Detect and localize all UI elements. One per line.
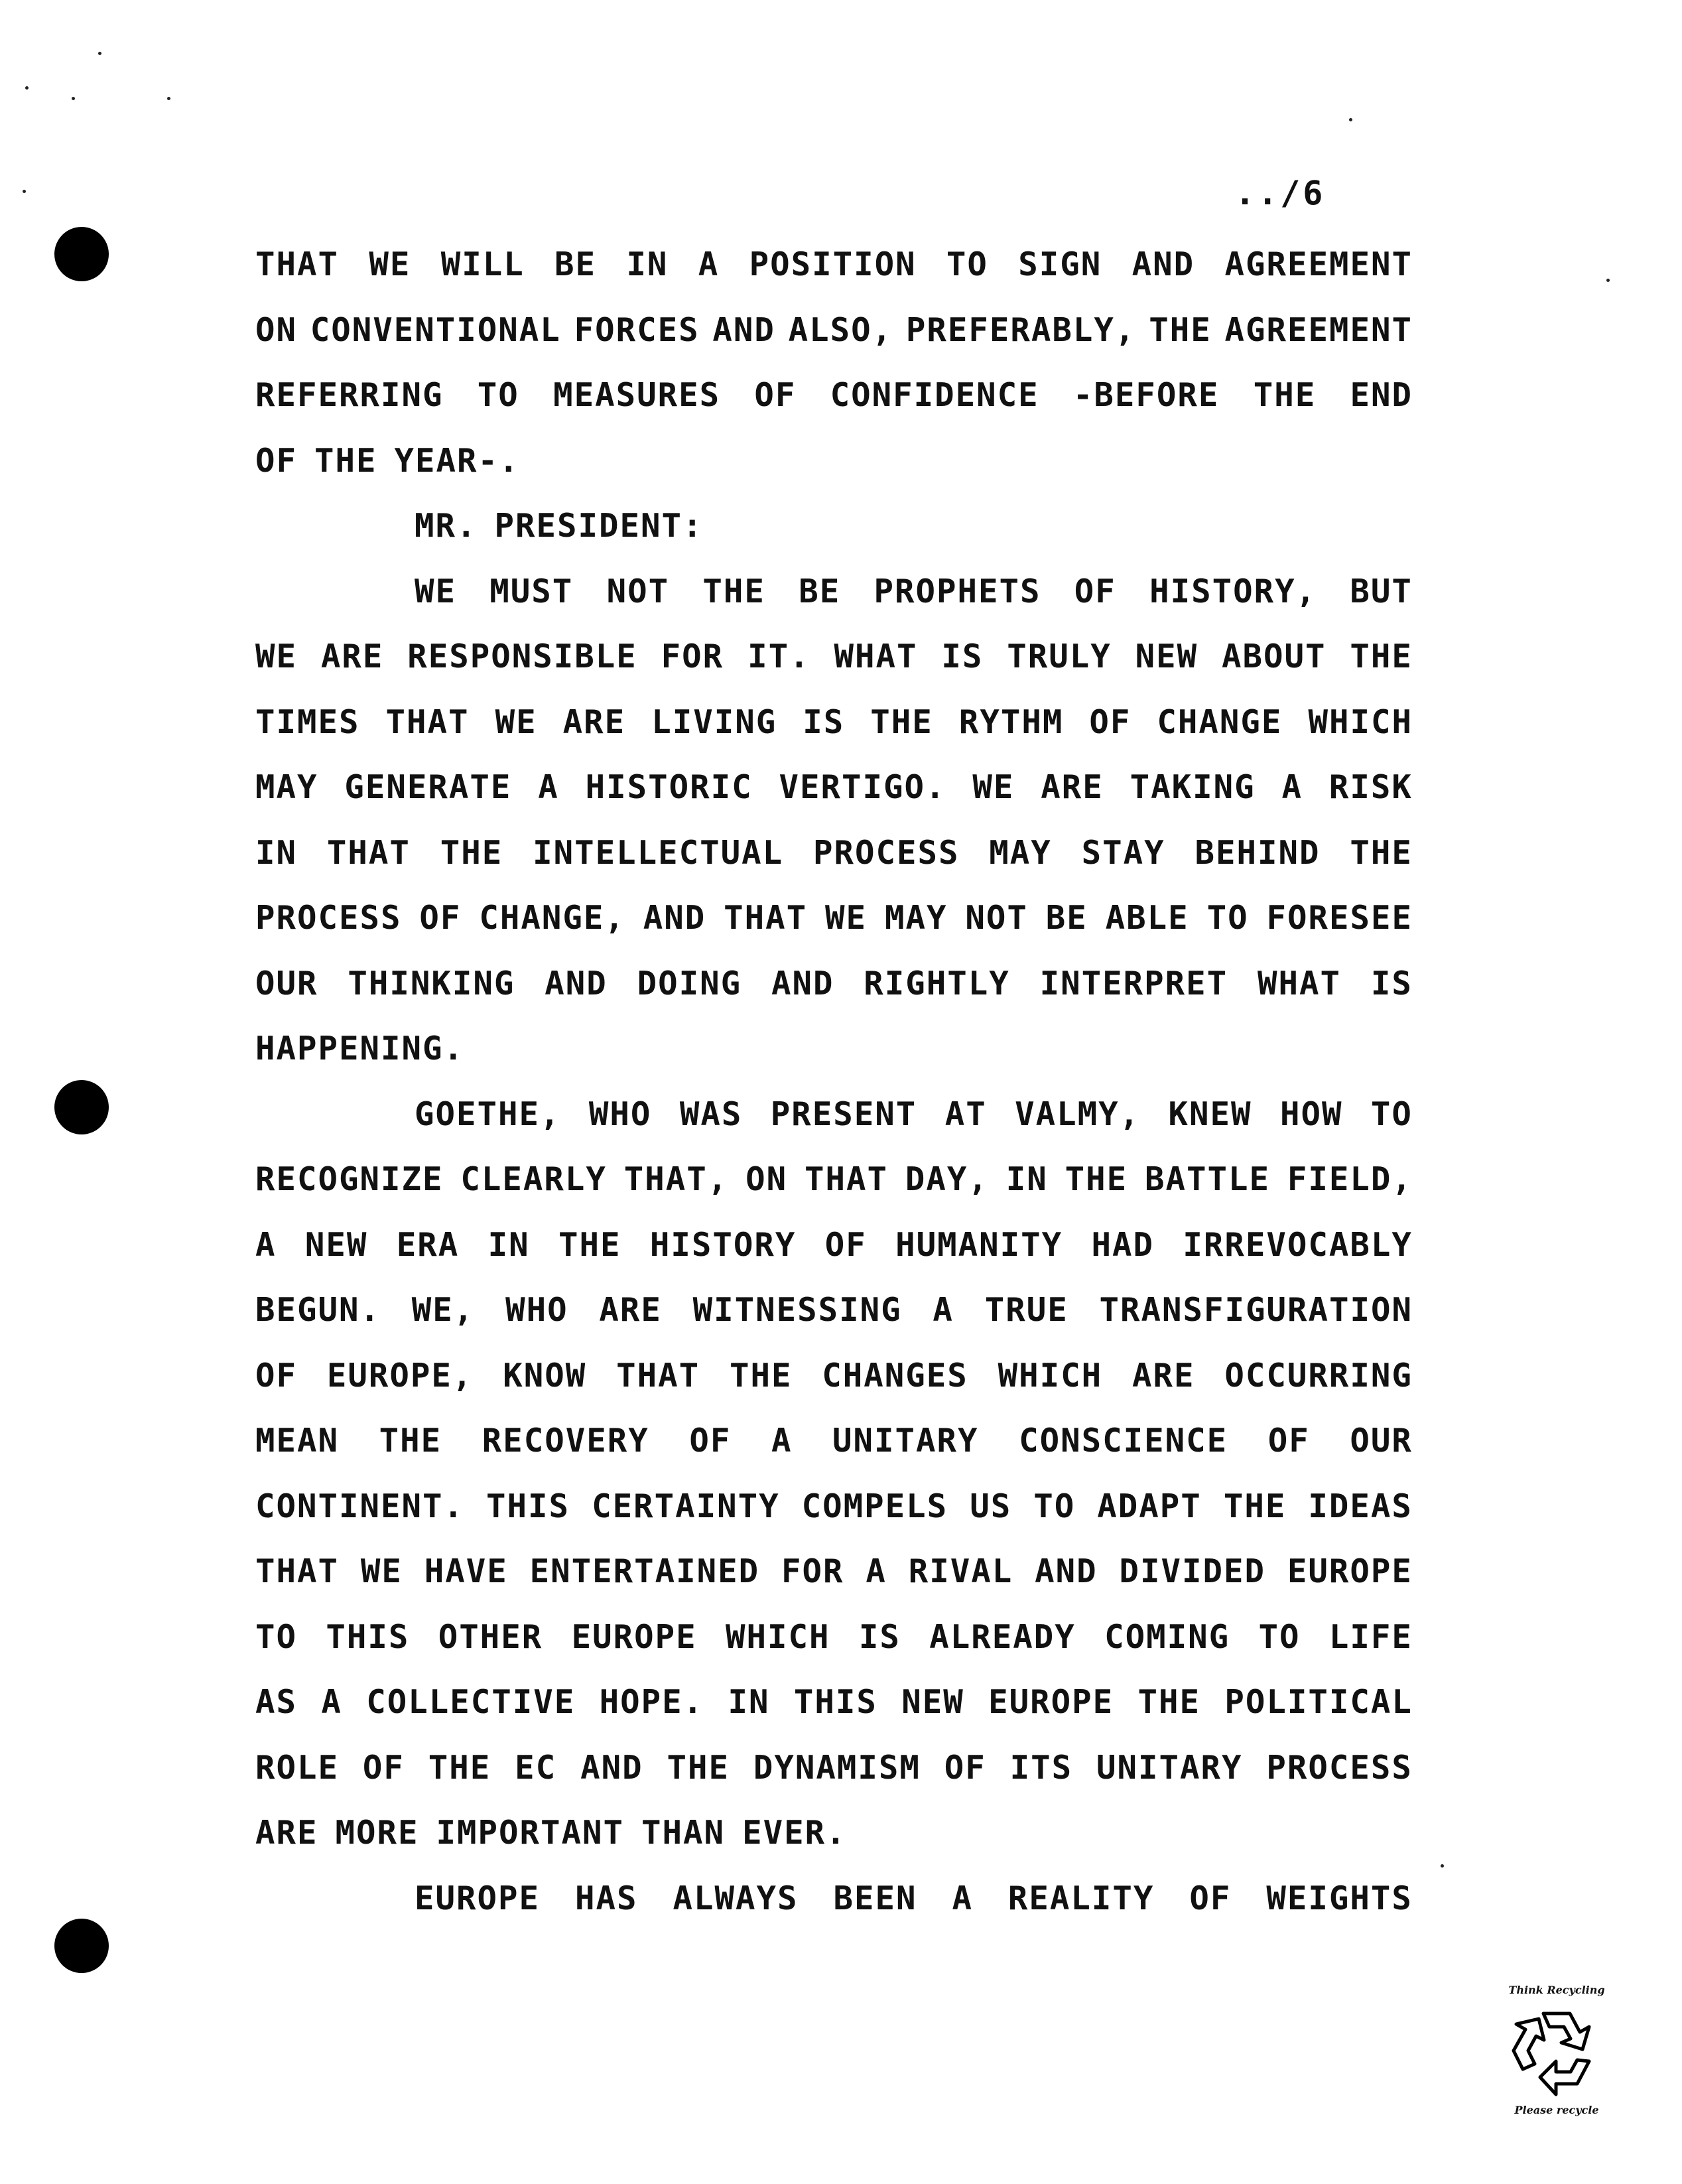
word: THAT xyxy=(724,899,808,937)
recycle-top-text: Think Recycling xyxy=(1508,1984,1605,1996)
word: BE xyxy=(1045,899,1088,937)
word: BE xyxy=(554,245,597,283)
word: OF xyxy=(824,1225,867,1264)
word: END xyxy=(1350,376,1413,414)
word: OF xyxy=(1089,703,1132,741)
word: WHICH xyxy=(726,1617,830,1656)
word: THIS xyxy=(793,1683,877,1721)
word: OF xyxy=(362,1748,405,1787)
word: FOR xyxy=(661,638,724,675)
scan-speck xyxy=(1441,1864,1444,1868)
word: THE xyxy=(1149,310,1212,349)
word: WE xyxy=(255,638,298,675)
word: A xyxy=(1281,768,1303,806)
word: WEIGHTS xyxy=(1266,1879,1413,1917)
word: A xyxy=(698,245,720,283)
punch-hole xyxy=(54,227,109,281)
word: DIVIDED xyxy=(1119,1552,1266,1590)
word: HAD xyxy=(1091,1225,1155,1264)
recycle-bottom-text: Please recycle xyxy=(1514,2104,1599,2116)
word: TO xyxy=(1033,1487,1076,1525)
text-line xyxy=(255,442,1413,508)
word: IS xyxy=(858,1617,901,1656)
word: OF xyxy=(1189,1879,1232,1917)
word: SIGN xyxy=(1018,245,1102,283)
word: COMING xyxy=(1104,1617,1230,1656)
word: PROCESS xyxy=(812,833,960,872)
word: THE xyxy=(1223,1487,1287,1525)
word: BE xyxy=(799,572,841,610)
word: THE xyxy=(558,1225,621,1264)
word: THE xyxy=(870,703,933,741)
word: MAY xyxy=(989,833,1052,872)
word: A xyxy=(538,768,559,806)
word: EUROPE, xyxy=(326,1356,474,1395)
text-line xyxy=(255,1422,1413,1487)
word: RYTHM xyxy=(958,703,1064,741)
word: A xyxy=(933,1291,954,1329)
word: PRESIDENT: xyxy=(494,507,704,545)
word: THE xyxy=(1350,638,1413,675)
word: POSITION xyxy=(749,245,917,283)
text-line xyxy=(255,507,1413,573)
word: TO xyxy=(477,376,519,414)
word: REFERRING xyxy=(255,376,444,414)
word: INTERPRET xyxy=(1039,964,1228,1002)
text-line xyxy=(255,573,1413,638)
word: TRUE xyxy=(984,1291,1068,1329)
word: WE xyxy=(415,572,457,610)
word: DYNAMISM xyxy=(753,1748,921,1787)
word: THAT xyxy=(805,1160,889,1198)
text-line xyxy=(255,1030,1413,1095)
word: IDEAS xyxy=(1308,1487,1413,1525)
word: HOW xyxy=(1279,1095,1343,1133)
word: OF xyxy=(1267,1422,1310,1460)
word: BEHIND xyxy=(1195,833,1321,872)
word: MEASURES xyxy=(553,376,721,414)
word: PROPHETS xyxy=(873,572,1041,610)
text-line xyxy=(255,965,1413,1030)
word: ERA xyxy=(396,1225,460,1264)
scan-speck xyxy=(1349,118,1352,121)
text-line xyxy=(255,1291,1413,1357)
word: TRULY xyxy=(1007,638,1112,675)
word: YEAR-. xyxy=(394,441,520,480)
word: RECOVERY xyxy=(482,1422,649,1460)
word: RIGHTLY xyxy=(864,964,1010,1002)
word: POLITICAL xyxy=(1224,1683,1413,1721)
word: BATTLE xyxy=(1145,1160,1271,1198)
word: ON xyxy=(255,310,298,349)
word: AND xyxy=(545,964,608,1002)
word: FOR xyxy=(781,1552,844,1590)
word: ABOUT xyxy=(1222,638,1326,675)
word: KNEW xyxy=(1168,1095,1252,1133)
word: THAT, xyxy=(623,1160,729,1198)
text-line xyxy=(255,1552,1413,1618)
word: CHANGES xyxy=(822,1356,968,1395)
word: OF xyxy=(689,1422,732,1460)
text-line xyxy=(255,376,1413,442)
word: WE xyxy=(369,245,411,283)
word: MAY xyxy=(884,899,948,937)
word: AND xyxy=(1132,245,1195,283)
word: TO xyxy=(1258,1617,1301,1656)
word: HAS xyxy=(574,1879,638,1917)
word: ALSO, xyxy=(788,310,893,349)
word: IN xyxy=(487,1225,530,1264)
word: REALITY xyxy=(1007,1879,1155,1917)
word: AT xyxy=(944,1095,987,1133)
word: OF xyxy=(754,376,797,414)
word: WHO xyxy=(505,1291,568,1329)
word: AND xyxy=(1035,1552,1098,1590)
word: ADAPT xyxy=(1097,1487,1202,1525)
word: LIFE xyxy=(1328,1617,1413,1656)
word: BEEN xyxy=(833,1879,917,1917)
word: WHAT xyxy=(1258,964,1342,1002)
word: PROCESS xyxy=(1266,1748,1413,1787)
word: THE xyxy=(428,1748,491,1787)
word: WHICH xyxy=(998,1356,1103,1395)
word: RISK xyxy=(1328,768,1413,806)
body-text xyxy=(255,245,1413,1945)
word: TAKING xyxy=(1130,768,1256,806)
word: IN xyxy=(626,245,669,283)
word: AND xyxy=(580,1748,643,1787)
word: PREFERABLY, xyxy=(905,310,1136,349)
word: WAS xyxy=(679,1095,743,1133)
text-line xyxy=(255,1749,1413,1814)
word: COLLECTIVE xyxy=(366,1683,576,1721)
word: THAT xyxy=(385,703,470,741)
word: EC xyxy=(515,1748,557,1787)
word: HAVE xyxy=(424,1552,508,1590)
word: GENERATE xyxy=(344,768,512,806)
scan-speck xyxy=(167,97,170,100)
word: THAT xyxy=(326,833,411,872)
word: RECOGNIZE xyxy=(255,1160,444,1198)
word: HISTORIC xyxy=(585,768,753,806)
word: WHICH xyxy=(1308,703,1413,741)
word: THE xyxy=(1137,1683,1201,1721)
word: ARE xyxy=(320,638,384,675)
text-line xyxy=(255,638,1413,703)
word: PRESENT xyxy=(770,1095,917,1133)
word: AGREEMENT xyxy=(1224,310,1413,349)
word: WE, xyxy=(411,1291,475,1329)
word: NEW xyxy=(901,1683,964,1721)
text-line xyxy=(255,1357,1413,1422)
word: EUROPE xyxy=(571,1617,697,1656)
text-line xyxy=(255,1618,1413,1684)
text-line xyxy=(255,1160,1413,1226)
word: OUR xyxy=(1350,1422,1413,1460)
word: OF xyxy=(1074,572,1116,610)
word: ABLE xyxy=(1105,899,1189,937)
word: TO xyxy=(1206,899,1249,937)
word: CONFIDENCE xyxy=(830,376,1039,414)
word: THAN xyxy=(641,1814,726,1852)
word: HOPE. xyxy=(599,1683,704,1721)
word: IMPORTANT xyxy=(436,1814,625,1852)
word: HAPPENING. xyxy=(255,1030,465,1067)
recycle-icon xyxy=(1507,2000,1606,2100)
word: GOETHE, xyxy=(415,1095,561,1133)
page-reference: ../6 xyxy=(1235,174,1326,212)
word: CHANGE xyxy=(1157,703,1283,741)
word: WHO xyxy=(588,1095,652,1133)
word: WE xyxy=(825,899,868,937)
word: US xyxy=(970,1487,1012,1525)
word: THE xyxy=(440,833,503,872)
word: THAT xyxy=(255,1552,340,1590)
word: EVER. xyxy=(742,1814,847,1852)
word: OUR xyxy=(255,964,318,1002)
word: A xyxy=(952,1879,973,1917)
word: MEAN xyxy=(255,1422,340,1460)
recycle-logo xyxy=(1500,1984,1613,2123)
word: OF xyxy=(255,1356,298,1395)
text-line xyxy=(255,1226,1413,1292)
word: CERTAINTY xyxy=(592,1487,780,1525)
word: OTHER xyxy=(438,1617,543,1656)
word: THE xyxy=(379,1422,442,1460)
text-line xyxy=(255,899,1413,965)
word: THE xyxy=(729,1356,793,1395)
word: RESPONSIBLE xyxy=(407,638,637,675)
word: THAT xyxy=(255,245,340,283)
word: THE xyxy=(702,572,765,610)
word: CHANGE, xyxy=(479,899,625,937)
word: THINKING xyxy=(348,964,515,1002)
word: TO xyxy=(1370,1095,1413,1133)
word: WE xyxy=(360,1552,403,1590)
word: ARE xyxy=(599,1291,662,1329)
word: OF xyxy=(419,899,462,937)
word: THE xyxy=(667,1748,730,1787)
word: RIVAL xyxy=(908,1552,1013,1590)
word: -BEFORE xyxy=(1072,376,1220,414)
punch-hole xyxy=(54,1080,109,1134)
text-line xyxy=(255,1683,1413,1749)
word: INTELLECTUAL xyxy=(533,833,784,872)
word: WHAT xyxy=(834,638,918,675)
word: ENTERTAINED xyxy=(529,1552,760,1590)
word: OCCURRING xyxy=(1224,1356,1413,1395)
word: WE xyxy=(972,768,1015,806)
word: CONSCIENCE xyxy=(1019,1422,1228,1460)
word: ARE xyxy=(255,1814,318,1852)
word: THIS xyxy=(486,1487,570,1525)
word: UNITARY xyxy=(832,1422,979,1460)
word: EUROPE xyxy=(1287,1552,1413,1590)
word: WE xyxy=(495,703,537,741)
word: VERTIGO. xyxy=(779,768,946,806)
word: A xyxy=(321,1683,342,1721)
text-line xyxy=(255,834,1413,900)
scan-speck xyxy=(98,52,101,55)
word: NEW xyxy=(1135,638,1198,675)
word: TIMES xyxy=(255,703,360,741)
word: WILL xyxy=(440,245,525,283)
word: ARE xyxy=(1041,768,1104,806)
word: A xyxy=(255,1225,277,1264)
word: FORESEE xyxy=(1266,899,1413,937)
word: THE xyxy=(314,441,377,480)
word: BUT xyxy=(1350,572,1413,610)
word: CLEARLY xyxy=(460,1160,607,1198)
word: FORCES xyxy=(574,310,700,349)
word: A xyxy=(866,1552,887,1590)
word: IN xyxy=(1005,1160,1048,1198)
word: EUROPE xyxy=(988,1683,1114,1721)
word: ITS xyxy=(1009,1748,1073,1787)
word: HISTORY xyxy=(649,1225,797,1264)
word: THIS xyxy=(326,1617,410,1656)
text-line xyxy=(255,245,1413,311)
word: NOT xyxy=(606,572,670,610)
word: HUMANITY xyxy=(895,1225,1063,1264)
word: WITNESSING xyxy=(692,1291,902,1329)
word: OF xyxy=(944,1748,986,1787)
word: DOING xyxy=(637,964,742,1002)
word: OF xyxy=(255,441,298,480)
word: MR. xyxy=(415,507,478,545)
word: IRREVOCABLY xyxy=(1183,1225,1413,1264)
word: PROCESS xyxy=(255,899,402,937)
text-line xyxy=(255,1487,1413,1553)
text-line xyxy=(255,703,1413,769)
word: TO xyxy=(255,1617,298,1656)
word: IS xyxy=(1370,964,1413,1002)
word: CONTINENT. xyxy=(255,1487,465,1525)
text-line xyxy=(255,1879,1413,1945)
word: ROLE xyxy=(255,1748,340,1787)
word: ALWAYS xyxy=(673,1879,799,1917)
word: AND xyxy=(771,964,834,1002)
word: COMPELS xyxy=(801,1487,948,1525)
scan-speck xyxy=(25,86,29,90)
word: AND xyxy=(643,899,706,937)
text-line xyxy=(255,1095,1413,1161)
word: A xyxy=(771,1422,793,1460)
text-line xyxy=(255,311,1413,377)
word: NEW xyxy=(304,1225,368,1264)
word: STAY xyxy=(1081,833,1165,872)
word: VALMY, xyxy=(1015,1095,1141,1133)
word: MUST xyxy=(489,572,574,610)
text-line xyxy=(255,1814,1413,1879)
word: AS xyxy=(255,1683,298,1721)
word: LIVING xyxy=(651,703,777,741)
word: NOT xyxy=(965,899,1028,937)
word: ON xyxy=(745,1160,788,1198)
word: AGREEMENT xyxy=(1224,245,1413,283)
word: IS xyxy=(941,638,984,675)
word: UNITARY xyxy=(1096,1748,1243,1787)
scan-speck xyxy=(72,97,75,100)
word: IS xyxy=(803,703,845,741)
scan-speck xyxy=(1606,279,1610,282)
word: THE xyxy=(1350,833,1413,872)
word: ARE xyxy=(562,703,626,741)
word: IT. xyxy=(747,638,810,675)
word: THE xyxy=(1065,1160,1128,1198)
word: HISTORY, xyxy=(1149,572,1317,610)
word: IN xyxy=(728,1683,770,1721)
word: EUROPE xyxy=(415,1879,541,1917)
word: KNOW xyxy=(503,1356,587,1395)
word: THE xyxy=(1253,376,1317,414)
text-line xyxy=(255,768,1413,834)
word: CONVENTIONAL xyxy=(310,310,561,349)
scan-speck xyxy=(23,190,26,193)
word: IN xyxy=(255,833,298,872)
word: ARE xyxy=(1132,1356,1195,1395)
word: MORE xyxy=(335,1814,419,1852)
word: ALREADY xyxy=(929,1617,1076,1656)
word: MAY xyxy=(255,768,318,806)
word: TO xyxy=(946,245,988,283)
word: DAY, xyxy=(905,1160,989,1198)
word: FIELD, xyxy=(1287,1160,1413,1198)
word: THAT xyxy=(616,1356,700,1395)
word: TRANSFIGURATION xyxy=(1099,1291,1413,1329)
word: AND xyxy=(712,310,775,349)
word: BEGUN. xyxy=(255,1291,381,1329)
punch-hole xyxy=(54,1919,109,1973)
